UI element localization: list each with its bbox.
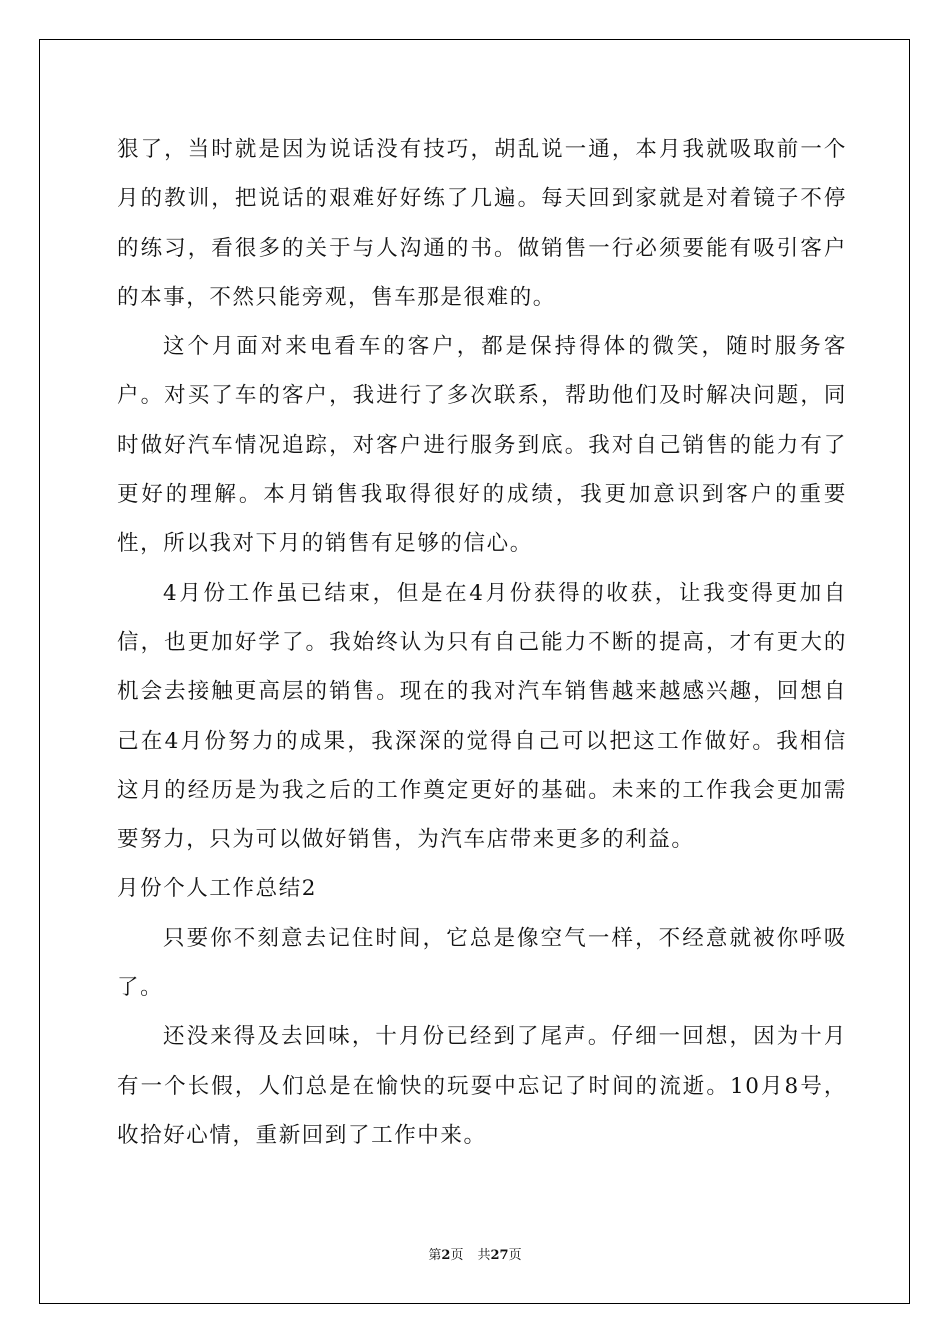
paragraph-time-intro: 只要你不刻意去记住时间，它总是像空气一样，不经意就被你呼吸了。	[117, 925, 847, 1001]
paragraph-customer-service: 这个月面对来电看车的客户，都是保持得体的微笑，随时服务客户。对买了车的客户，我进行了多次联系，帮助他们及时解决问题，同时做好汽车情况追踪，对客户进行服务到底。我对自己销售的能力有了更好的理解。本月销售我取得很好的成绩，我更加意识到客户的重要性，所以我对下月的销售有足够的信心。	[117, 334, 847, 557]
page-number: 2	[441, 1248, 451, 1263]
document-body	[117, 125, 847, 1160]
paragraph-april-summary: 4月份工作虽已结束，但是在4月份获得的收获，让我变得更加自信，也更加好学了。我始终认为只有自己能力不断的提高，才有更大的机会去接触更高层的销售。现在的我对汽车销售越来越感兴趣，回想自己在4月份努力的成果，我深深的觉得自己可以把这工作做好。我相信这月的经历是为我之后的工作奠定更好的基础。未来的工作我会更加需要努力，只为可以做好销售，为汽车店带来更多的利益。	[117, 580, 847, 853]
total-prefix: 共	[477, 1248, 491, 1263]
total-pages: 27	[490, 1248, 509, 1263]
total-suffix: 页	[508, 1248, 522, 1263]
paragraph-october: 还没来得及去回味，十月份已经到了尾声。仔细一回想，因为十月有一个长假，人们总是在愉快的玩耍中忘记了时间的流逝。10月8号，收拾好心情，重新回到了工作中来。	[117, 1024, 847, 1148]
page-footer	[0, 1246, 950, 1266]
paragraph-continued: 狠了，当时就是因为说话没有技巧，胡乱说一通，本月我就吸取前一个月的教训，把说话的艰难好好练了几遍。每天回到家就是对着镜子不停的练习，看很多的关于与人沟通的书。做销售一行必须要能有吸引客户的本事，不然只能旁观，售车那是很难的。	[117, 137, 847, 310]
page-prefix: 第	[428, 1248, 442, 1263]
page-suffix: 页	[450, 1248, 464, 1263]
section-heading: 月份个人工作总结2	[117, 876, 318, 902]
